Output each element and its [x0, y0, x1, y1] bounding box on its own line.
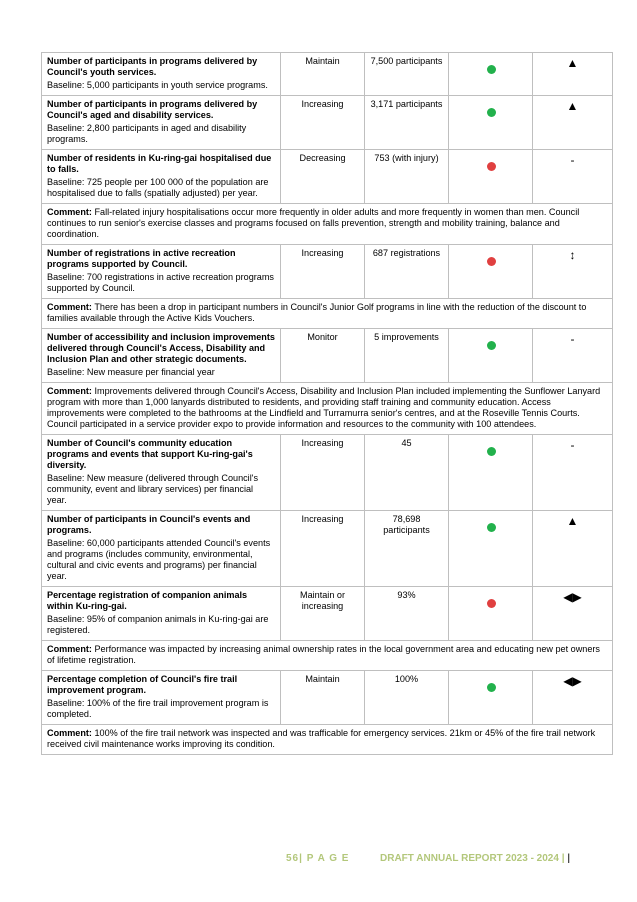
status-on-track-dot: [487, 341, 496, 350]
target-cell: Maintain: [281, 671, 365, 725]
status-cell: [449, 150, 533, 204]
status-cell: [449, 587, 533, 641]
comment-text: There has been a drop in participant numbers in Council's Junior Golf programs in line with the reduction of the discount to families available through the Active Kids Vouchers.: [47, 302, 587, 323]
comment-row: [42, 299, 613, 329]
trend-icon: ↕: [569, 248, 576, 262]
trend-icon: -: [570, 332, 575, 346]
comment-row: [42, 204, 613, 245]
measure-baseline: Baseline: New measure (delivered through Council's community, event and library services) per financial year.: [47, 473, 258, 505]
comment-label: Comment:: [47, 207, 92, 217]
target-cell: Increasing: [281, 245, 365, 299]
trend-cell: [533, 96, 613, 150]
measure-cell: [42, 511, 281, 587]
trend-cell: [533, 245, 613, 299]
measure-title: Percentage completion of Council's fire trail improvement program.: [47, 674, 238, 695]
status-cell: [449, 329, 533, 383]
comment-label: Comment:: [47, 302, 92, 312]
measure-cell: [42, 671, 281, 725]
comment-cell: [42, 299, 613, 329]
status-cell: [449, 511, 533, 587]
trend-icon: -: [570, 438, 575, 452]
status-cell: [449, 435, 533, 511]
measure-row: [42, 329, 613, 383]
trend-icon: ▲: [566, 99, 579, 113]
status-on-track-dot: [487, 447, 496, 456]
status-on-track-dot: [487, 108, 496, 117]
trend-icon: ▲: [566, 514, 579, 528]
measure-row: [42, 587, 613, 641]
status-off-track-dot: [487, 599, 496, 608]
comment-label: Comment:: [47, 728, 92, 738]
comment-text: Fall-related injury hospitalisations occur more frequently in older adults and more frequently in women than men. Council continues to run senior's exercise classes and programs focused on falls prevention, strength and mobility training, balance and coordination.: [47, 207, 580, 239]
trend-icon: ◀▶: [563, 674, 582, 688]
trend-icon: ▲: [566, 56, 579, 70]
measure-baseline: Baseline: 5,000 participants in youth service programs.: [47, 80, 268, 90]
trend-cell: [533, 587, 613, 641]
measure-baseline: Baseline: 725 people per 100 000 of the population are hospitalised due to falls (spatially adjusted) per year.: [47, 177, 269, 198]
result-cell: 45: [365, 435, 449, 511]
status-off-track-dot: [487, 162, 496, 171]
measure-row: [42, 53, 613, 96]
measure-row: [42, 671, 613, 725]
target-cell: Increasing: [281, 435, 365, 511]
comment-cell: [42, 725, 613, 755]
performance-table-body: [42, 53, 613, 755]
measure-title: Number of participants in programs delivered by Council's youth services.: [47, 56, 258, 77]
comment-cell: [42, 641, 613, 671]
status-on-track-dot: [487, 523, 496, 532]
target-cell: Maintain: [281, 53, 365, 96]
measure-title: Number of participants in programs delivered by Council's aged and disability services.: [47, 99, 258, 120]
report-title: [380, 853, 570, 864]
performance-table: [41, 52, 613, 755]
measure-baseline: Baseline: 100% of the fire trail improvement program is completed.: [47, 698, 269, 719]
measure-baseline: Baseline: 60,000 participants attended Council's events and programs (includes community, environmental, cultural and civic events and programs) per financial year.: [47, 538, 271, 581]
status-cell: [449, 96, 533, 150]
trend-cell: [533, 511, 613, 587]
result-cell: 7,500 participants: [365, 53, 449, 96]
measure-row: [42, 96, 613, 150]
trend-cell: [533, 435, 613, 511]
trend-cell: [533, 329, 613, 383]
result-cell: 5 improvements: [365, 329, 449, 383]
status-on-track-dot: [487, 683, 496, 692]
result-cell: 78,698 participants: [365, 511, 449, 587]
status-cell: [449, 671, 533, 725]
comment-cell: [42, 204, 613, 245]
measure-cell: [42, 96, 281, 150]
measure-row: [42, 511, 613, 587]
measure-baseline: Baseline: 2,800 participants in aged and disability programs.: [47, 123, 247, 144]
comment-label: Comment:: [47, 386, 92, 396]
measure-cell: [42, 245, 281, 299]
measure-title: Number of Council's community education programs and events that support Ku-ring-gai's diversity.: [47, 438, 253, 470]
measure-title: Number of residents in Ku-ring-gai hospitalised due to falls.: [47, 153, 272, 174]
result-cell: 687 registrations: [365, 245, 449, 299]
comment-row: [42, 725, 613, 755]
trend-icon: -: [570, 153, 575, 167]
status-cell: [449, 245, 533, 299]
comment-text: Performance was impacted by increasing animal ownership rates in the local government area and educating new pet owners of lifetime registration.: [47, 644, 600, 665]
measure-cell: [42, 435, 281, 511]
measure-row: [42, 150, 613, 204]
comment-text: Improvements delivered through Council's Access, Disability and Inclusion Plan included implementing the Sunflower Lanyard program with more than 1,000 lanyards distributed to residents, and providing staff training and community education. Access improvements were completed to the bathrooms at the Lindfield and Turramurra senior's centres, and at the Roseville Tennis Courts. Council participated in a service provider expo to provide information and resources to the community with 100 attendees.: [47, 386, 601, 429]
comment-label: Comment:: [47, 644, 92, 654]
comment-text: 100% of the fire trail network was inspected and was trafficable for emergency services. 21km or 45% of the fire trail network received civil maintenance works improving its condition.: [47, 728, 596, 749]
measure-baseline: Baseline: 700 registrations in active recreation programs supported by Council.: [47, 272, 274, 293]
measure-cell: [42, 329, 281, 383]
status-cell: [449, 53, 533, 96]
page-footer: [0, 853, 637, 867]
status-off-track-dot: [487, 257, 496, 266]
page-number: 56| P A G E: [286, 853, 350, 864]
result-cell: 3,171 participants: [365, 96, 449, 150]
target-cell: Increasing: [281, 511, 365, 587]
measure-cell: [42, 53, 281, 96]
measure-row: [42, 435, 613, 511]
measure-baseline: Baseline: New measure per financial year: [47, 367, 215, 377]
measure-row: [42, 245, 613, 299]
target-cell: Maintain or increasing: [281, 587, 365, 641]
result-cell: 100%: [365, 671, 449, 725]
comment-row: [42, 383, 613, 435]
result-cell: 753 (with injury): [365, 150, 449, 204]
target-cell: Increasing: [281, 96, 365, 150]
comment-row: [42, 641, 613, 671]
trend-cell: [533, 150, 613, 204]
measure-title: Number of registrations in active recreation programs supported by Council.: [47, 248, 236, 269]
status-on-track-dot: [487, 65, 496, 74]
result-cell: 93%: [365, 587, 449, 641]
measure-cell: [42, 587, 281, 641]
footer-bar: |: [567, 853, 571, 864]
target-cell: Monitor: [281, 329, 365, 383]
measure-title: Percentage registration of companion animals within Ku-ring-gai.: [47, 590, 248, 611]
measure-baseline: Baseline: 95% of companion animals in Ku-ring-gai are registered.: [47, 614, 269, 635]
trend-icon: ◀▶: [563, 590, 582, 604]
trend-cell: [533, 53, 613, 96]
report-title-text: DRAFT ANNUAL REPORT 2023 - 2024 |: [380, 853, 565, 864]
target-cell: Decreasing: [281, 150, 365, 204]
trend-cell: [533, 671, 613, 725]
comment-cell: [42, 383, 613, 435]
measure-cell: [42, 150, 281, 204]
measure-title: Number of participants in Council's events and programs.: [47, 514, 251, 535]
measure-title: Number of accessibility and inclusion improvements delivered through Council's Access, Disability and Inclusion Plan and other strategic documents.: [47, 332, 275, 364]
